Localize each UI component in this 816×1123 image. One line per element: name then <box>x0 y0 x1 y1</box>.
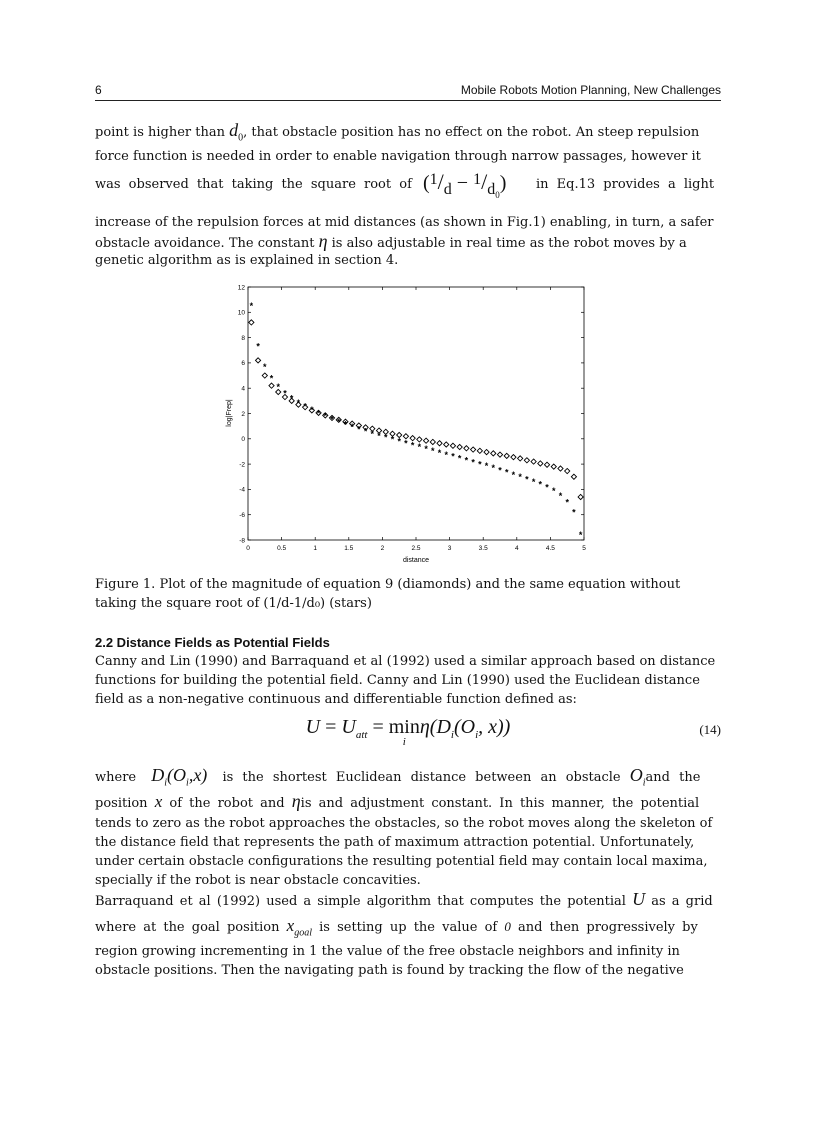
star-point: * <box>283 388 287 399</box>
star-point: * <box>276 382 280 393</box>
star-point: * <box>357 424 361 435</box>
para1-line5: obstacle avoidance. The constant η is also adjustable in real time as the robot moves by a <box>95 231 687 251</box>
para2-line7: Barraquand et al (1992) used a simple algorithm that computes the potential U as a grid <box>95 889 713 909</box>
diamond-point <box>464 446 469 451</box>
diamond-point <box>544 462 549 467</box>
x-tick-label: 2.5 <box>411 545 421 552</box>
para2-line2: position x of the robot and ηis and adjustment constant. In this manner, the potential <box>95 791 700 811</box>
diamond-point <box>249 320 254 325</box>
diamond-point <box>255 358 260 363</box>
y-tick-label: 6 <box>241 360 245 368</box>
x-axis-label: distance <box>402 557 430 564</box>
running-title: Mobile Robots Motion Planning, New Challenges <box>460 83 721 97</box>
star-point: * <box>491 463 496 474</box>
y-tick-label: 10 <box>237 309 245 317</box>
star-point: * <box>552 485 556 496</box>
diamond-point <box>511 455 516 460</box>
x-tick-label: 0.5 <box>277 545 287 552</box>
x-tick-label: 4.5 <box>545 545 555 552</box>
star-point: * <box>451 451 455 462</box>
x-tick-label: 1.5 <box>344 545 354 552</box>
para2-line3: tends to zero as the robot approaches the obstacles, so the robot moves along the skeleton of <box>95 816 713 831</box>
star-point: * <box>310 404 314 415</box>
star-point: * <box>464 455 469 466</box>
star-point: * <box>538 479 543 490</box>
diamond-point <box>531 459 536 464</box>
diamond-point <box>578 494 583 499</box>
para1-line6: genetic algorithm as is explained in section 4. <box>95 253 399 268</box>
star-point: * <box>397 436 401 447</box>
star-point: * <box>404 438 408 449</box>
y-tick-label: 0 <box>241 436 245 444</box>
diamond-point <box>538 461 543 466</box>
star-point: * <box>545 482 549 493</box>
star-point: * <box>444 449 448 460</box>
diamond-point <box>430 439 435 444</box>
x-tick-label: 5 <box>582 545 586 552</box>
para1-line4: increase of the repulsion forces at mid distances (as shown in Fig.1) enabling, in turn, a safer <box>95 215 714 230</box>
x-tick-label: 0 <box>246 545 250 552</box>
star-point: * <box>417 442 422 453</box>
section-p1-line1: Canny and Lin (1990) and Barraquand et al (1992) used a similar approach based on distance <box>95 654 716 669</box>
para1-line3: was observed that taking the square root of $(^1/_d - ^1/_{d_0})$ in Eq.13 provides a light <box>95 169 715 201</box>
page-number: 6 <box>95 83 102 97</box>
header-rule <box>95 100 721 101</box>
diamond-point <box>471 447 476 452</box>
star-point: * <box>377 430 381 441</box>
star-point: * <box>256 341 260 352</box>
star-point: * <box>249 301 254 312</box>
data-marks <box>249 301 583 540</box>
star-point: * <box>437 447 442 458</box>
star-point: * <box>565 497 569 508</box>
star-point: * <box>484 461 489 472</box>
symbol-eta: η <box>318 231 328 251</box>
diamond-point <box>450 443 455 448</box>
para2-line4: the distance field that represents the path of maximum attraction potential. Unfortunately, <box>95 835 695 850</box>
star-point: * <box>330 414 334 425</box>
diamond-point <box>518 456 523 461</box>
y-tick-label: 2 <box>241 410 245 418</box>
para2-line8: where at the goal position $x_{goal}$ is setting up the value of 0 and then progressively by <box>95 916 698 939</box>
diamond-point <box>262 373 267 378</box>
x-tick-label: 1 <box>313 545 318 552</box>
star-point: * <box>289 393 294 404</box>
star-point: * <box>531 477 536 488</box>
y-tick-label: 8 <box>241 334 245 342</box>
figure-caption-line2: taking the square root of (1/d-1/d₀) (stars) <box>95 596 372 611</box>
y-tick-label: -2 <box>239 461 245 469</box>
star-point: * <box>504 467 509 478</box>
equation-14: $U = U_{att} = \min$ i $\eta(D_i(O_i$, x)) <box>305 716 511 748</box>
para2-line1: where $D_i(O_i,x)$ is the shortest Euclidean distance between an obstacle $O_iand$ the <box>95 765 701 789</box>
star-point: * <box>572 507 576 518</box>
star-point: * <box>363 426 368 437</box>
y-axis-label: log|Frep| <box>226 399 233 427</box>
diamond-point <box>571 474 576 479</box>
star-point: * <box>350 421 354 432</box>
star-point: * <box>424 444 428 455</box>
diamond-point <box>558 466 563 471</box>
x-axis <box>246 287 586 552</box>
diamond-point <box>491 451 496 456</box>
section-p1-line2: functions for building the potential field. Canny and Lin (1990) used the Euclidean distance <box>95 673 700 688</box>
y-tick-label: -8 <box>239 537 245 545</box>
diamond-point <box>477 448 482 453</box>
y-tick-label: -6 <box>239 512 245 519</box>
star-point: * <box>269 373 274 384</box>
diamond-point <box>457 444 462 449</box>
para1-line1: point is higher than $d_0$, that obstacle position has no effect on the robot. An steep repulsion <box>95 120 700 144</box>
para2-line6: specially if the robot is near obstacle concavities. <box>95 873 421 888</box>
diamond-point <box>504 453 509 458</box>
diamond-point <box>484 449 489 454</box>
para2-line10: obstacle positions. Then the navigating path is found by tracking the flow of the negative <box>95 963 684 978</box>
section-heading: 2.2 Distance Fields as Potential Fields <box>95 635 330 650</box>
star-point: * <box>525 474 529 485</box>
para1-line2: force function is needed in order to enable navigation through narrow passages, however it <box>95 149 701 164</box>
y-axis <box>238 284 584 544</box>
star-point: * <box>478 459 482 470</box>
star-point: * <box>578 530 583 541</box>
root-fraction-expression: $(^1/_d - ^1/_{d_0})$ <box>423 169 507 201</box>
diamond-point <box>269 383 274 388</box>
star-point: * <box>471 457 475 468</box>
diamond-point <box>551 464 556 469</box>
diamond-point <box>524 458 529 463</box>
star-point: * <box>457 453 462 464</box>
equation-number: (14) <box>699 722 721 737</box>
y-tick-label: 12 <box>237 284 245 292</box>
plot-frame <box>248 287 584 540</box>
diamond-point <box>423 438 428 443</box>
star-point: * <box>303 401 307 412</box>
x-tick-label: 3 <box>447 545 452 552</box>
star-point: * <box>384 432 388 443</box>
star-point: * <box>558 490 563 501</box>
star-point: * <box>511 470 516 481</box>
star-point: * <box>498 465 502 476</box>
x-tick-label: 4 <box>514 545 519 552</box>
star-point: * <box>316 408 321 419</box>
diamond-point <box>497 452 502 457</box>
diamond-point <box>437 441 442 446</box>
star-point: * <box>390 434 395 445</box>
figure-caption-line1: Figure 1. Plot of the magnitude of equation 9 (diamonds) and the same equation without <box>95 577 681 592</box>
diamond-point <box>565 468 570 473</box>
star-point: * <box>343 419 348 430</box>
section-p1-line3: field as a non-negative continuous and differentiable function defined as: <box>95 692 577 707</box>
star-point: * <box>370 428 375 439</box>
star-point: * <box>518 471 522 482</box>
para2-line5: under certain obstacle configurations the resulting potential field may contain local maxima, <box>95 854 708 869</box>
star-point: * <box>296 397 301 408</box>
para2-line9: region growing incrementing in 1 the value of the free obstacle neighbors and infinity in <box>95 944 680 959</box>
star-point: * <box>431 446 435 457</box>
y-tick-label: -4 <box>239 486 245 494</box>
star-point: * <box>336 416 341 427</box>
star-point: * <box>410 440 415 451</box>
figure-1-scatter-plot <box>220 280 600 565</box>
x-tick-label: 3.5 <box>478 545 488 552</box>
x-tick-label: 2 <box>380 545 385 552</box>
star-point: * <box>263 361 267 372</box>
star-point: * <box>323 411 328 422</box>
symbol-d0: $d_0$ <box>229 120 244 144</box>
y-tick-label: 4 <box>241 385 245 393</box>
diamond-point <box>444 442 449 447</box>
